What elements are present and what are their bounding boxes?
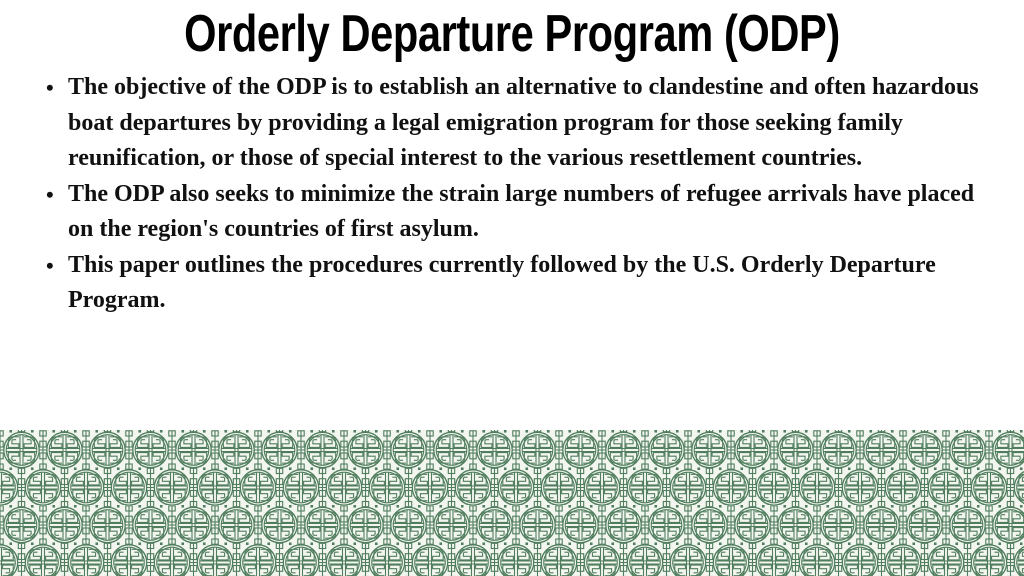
list-item [46, 70, 998, 177]
bullet-text: The ODP also seeks to minimize the strain large numbers of refugee arrivals have placed on the region's countries of first asylum. [68, 180, 975, 242]
decorative-border-band [0, 430, 1024, 576]
list-item [46, 177, 998, 248]
chinese-medallion-lattice-pattern-icon [0, 430, 1024, 576]
bullet-list [46, 70, 998, 319]
list-item [46, 248, 998, 319]
bullet-icon: • [46, 75, 54, 100]
bullet-icon: • [46, 252, 54, 278]
bullet-text: This paper outlines the procedures currently followed by the U.S. Orderly Departure Program. [68, 251, 936, 313]
bullet-icon: • [46, 181, 54, 207]
bullet-text: The objective of the ODP is to establish an alternative to clandestine and often hazardous boat departures by providing a legal emigration program for those seeking family reunification, or those of special interest to the various resettlement countries. [68, 74, 979, 171]
slide-title: Orderly Departure Program (ODP) [184, 5, 840, 63]
